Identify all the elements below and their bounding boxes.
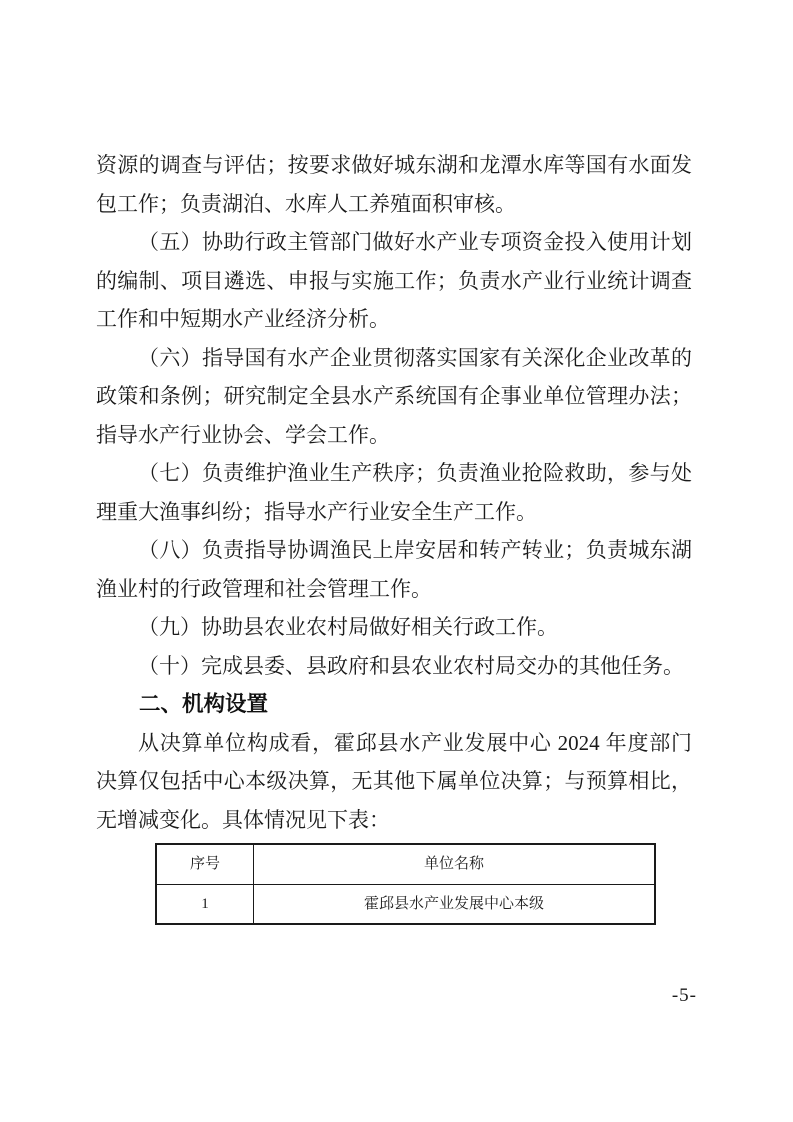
org-units-table (155, 843, 656, 925)
paragraph-duty-7: （七）负责维护渔业生产秩序；负责渔业抢险救助，参与处理重大渔事纠纷；指导水产行业安全生产工作。 (96, 461, 692, 524)
paragraph-duty-5: （五）协助行政主管部门做好水产业专项资金投入使用计划的编制、项目遴选、申报与实施工作；负责水产业行业统计调查工作和中短期水产业经济分析。 (96, 230, 692, 331)
section-heading-org-setup: 二、机构设置 (139, 692, 269, 716)
paragraph-continuation: 资源的调查与评估；按要求做好城东湖和龙潭水库等国有水面发包工作；负责湖泊、水库人工养殖面积审核。 (96, 153, 692, 216)
paragraph-duty-6: （六）指导国有水产企业贯彻落实国家有关深化企业改革的政策和条例；研究制定全县水产系统国有企事业单位管理办法；指导水产行业协会、学会工作。 (96, 345, 692, 447)
paragraph-duty-8: （八）负责指导协调渔民上岸安居和转产转业；负责城东湖渔业村的行政管理和社会管理工作。 (96, 538, 692, 601)
table-header-row (156, 844, 655, 884)
table-header-unit-name: 单位名称 (254, 844, 656, 884)
table-header-seq: 序号 (156, 844, 254, 884)
table-row (156, 884, 655, 924)
page-number: -5- (671, 985, 697, 1006)
table-cell-seq: 1 (156, 884, 254, 924)
paragraph-duty-10: （十）完成县委、县政府和县农业农村局交办的其他任务。 (138, 653, 684, 678)
paragraph-duty-9: （九）协助县农业农村局做好相关行政工作。 (138, 615, 558, 639)
paragraph-org-composition: 从决算单位构成看，霍邱县水产业发展中心 2024 年度部门决算仅包括中心本级决算，无其他下属单位决算；与预算相比，无增减变化。具体情况见下表： (96, 730, 692, 832)
table-cell-unit-name: 霍邱县水产业发展中心本级 (254, 884, 656, 924)
document-body (96, 146, 692, 925)
